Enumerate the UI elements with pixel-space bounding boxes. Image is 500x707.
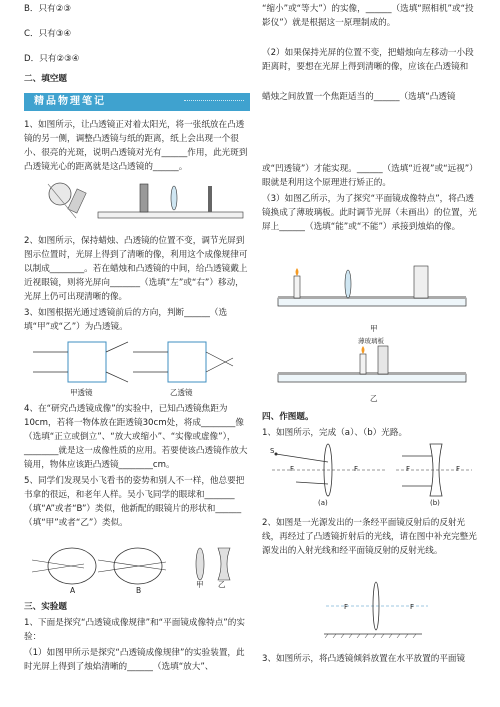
diagram-a-label: (a) <box>318 499 328 507</box>
focus-f3-label: F <box>406 465 411 473</box>
right-text-1: “缩小”或“等大”）的实像，______（选填“照相机”或“投影仪”）就是根据这一原理制成的。 <box>262 4 474 28</box>
question-1: 1、如图所示，让凸透镜正对着太阳光，将一张纸放在凸透镜的另一侧，调整凸透镜与纸的距离，纸上会出现一个很小、很亮的光斑，说明凸透镜对光有______作用，此光斑到凸透镜光心的距离就是这凸透镜的______。 <box>24 120 248 172</box>
focus-f1-label: F <box>290 465 295 473</box>
drawing-2-figure <box>322 578 432 640</box>
section-banner <box>24 93 250 111</box>
focus-f4-label: F <box>456 465 461 473</box>
drawing-1: 1、如图所示，完成（a）、（b）光路。 <box>262 428 408 438</box>
question-4: 4、在“研究凸透镜成像”的实验中，已知凸透镜焦距为10cm，若将一物体放在距透镜30cm处，将成________像（选填“正立或倒立”、“放大或缩小”、“实像或虚像”），________就是这一成像性质的应用。若要使该凸透镜作放大镜用，物体应该距凸透镜________cm。 <box>24 404 248 470</box>
diagram-b-label: (b) <box>430 499 440 507</box>
optical-bench-jia <box>274 262 470 322</box>
right-text-4: 或“凹透镜”）才能实现。______（选填“近视”或“远视”）眼就是利用这个原理进行矫正的。 <box>262 164 478 188</box>
option-c: C．只有③④ <box>24 29 72 39</box>
right-text-3: 蜡烛之间放置一个焦距适当的______（选填“凸透镜 <box>262 92 456 102</box>
drawing-3: 3、如图所示，将凸透镜倾斜放置在水平放置的平面镜 <box>262 654 466 664</box>
question-2: 2、如图所示，保持蜡烛、凸透镜的位置不变，调节光屏到图示位置时，光屏上得到了清晰的像，利用这个成像规律可以制成________。若在蜡烛和凸透镜的中间，给凸透镜戴上近视眼镜，则将光屏向_______（选填“左”或“右”）移动，光屏上仍可出现清晰的像。 <box>24 236 248 302</box>
optical-bench-yi <box>274 342 470 398</box>
section-experiment: 三、实验题 <box>24 602 67 612</box>
drawing-2-focus-left: F <box>344 603 349 611</box>
focus-f2-label: F <box>354 465 359 473</box>
option-d: D．只有②③④ <box>24 54 80 64</box>
lens-yi-small: 乙 <box>218 580 226 589</box>
q3-lens-figure <box>28 340 238 396</box>
lens-yi-label: 乙透镜 <box>170 388 193 397</box>
eye-a-label: A <box>70 586 76 595</box>
glass-plate-label: 薄玻璃板 <box>358 337 384 345</box>
banner-title: 精品物理笔记 <box>34 96 106 107</box>
experiment-1: 1、下面是探究“凸透镜成像规律”和“平面镜成像特点”的实验： <box>24 618 245 642</box>
option-b: B．只有②③ <box>24 4 72 14</box>
q1-figure <box>38 178 250 226</box>
experiment-1-part-1: （1）如图甲所示是探究“凸透镜成像规律”的实验装置，此时光屏上得到了烛焰清晰的______（选填“放大”、 <box>24 648 245 672</box>
drawing-1-figure <box>266 442 476 504</box>
right-text-5: （3）如图乙所示，为了探究“平面镜成像特点”，将凸透镜换成了薄玻璃板。此时调节光屏（未画出）的位置，光屏上______（选填“能”或“不能”）承接到烛焰的像。 <box>262 194 477 232</box>
question-3: 3、如图根据光通过透镜前后的方向，判断______（选填“甲”或“乙”）为凸透镜。 <box>24 308 228 332</box>
drawing-2: 2、如图是一光源发出的一条经平面镜反射后的反射光线，再经过了凸透镜折射后的光线，请在图中补充完整光源发出的入射光线和经平面镜反射的反射光线。 <box>262 518 477 556</box>
banner-decoration <box>184 100 244 105</box>
figure-yi-label: 乙 <box>370 394 378 403</box>
point-s-label: S <box>270 447 275 455</box>
question-5: 5、同学们发现吴小飞看书的姿势和别人不一样，他总要把书拿的很远，和老年人样。吴小飞同学的眼球和_______（填“A”或者“B”）类似，他新配的眼镜片的形状和______（填“甲”或者“乙”）类似。 <box>24 476 245 528</box>
drawing-2-focus-right: F <box>410 603 415 611</box>
right-text-2: （2）如果保持光屏的位置不变，把蜡烛向左移动一小段距离时，要想在光屏上得到清晰的像，应该在凸透镜和 <box>262 48 474 72</box>
lens-jia-label: 甲透镜 <box>70 388 93 397</box>
lens-jia-small: 甲 <box>196 580 204 589</box>
eye-b-label: B <box>136 586 142 595</box>
figure-jia-label: 甲 <box>370 324 378 333</box>
section-drawing: 四、作图题。 <box>262 412 314 422</box>
section-fill-blank: 二、填空题 <box>24 74 67 84</box>
